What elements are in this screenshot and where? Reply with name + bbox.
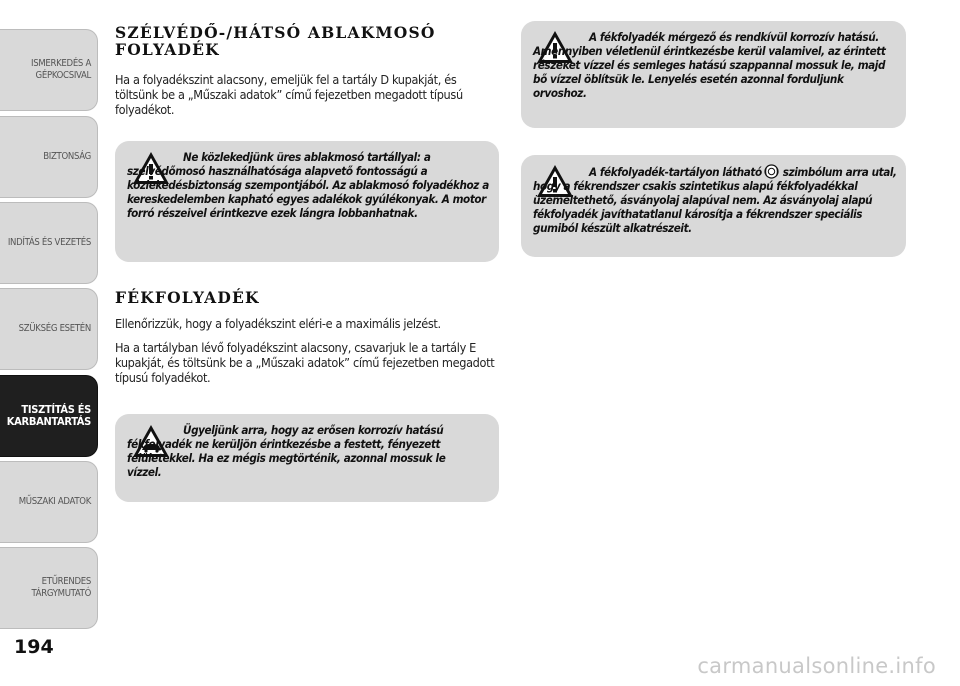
tab-tisztitas-es-karbantartas[interactable]	[0, 375, 98, 457]
brake-caution-callout	[115, 414, 499, 502]
tab-biztonsag[interactable]	[0, 116, 98, 198]
chapter-tabs	[0, 0, 100, 640]
tab-muszaki-adatok[interactable]	[0, 461, 98, 543]
brake-body-text-1: Ellenőrizzük, hogy a folyadékszint eléri-e a maximális jelzést.	[115, 316, 441, 331]
synthetic-text-part-1: A fékfolyadék-tartályon látható	[589, 165, 762, 179]
washer-warning-text: Ne közlekedjünk üres ablakmosó tartállyal: a szélvédőmosó használhatósága alapvető fontosságú a közlekedésbiztonság szempontjából. Az ablakmosó folyadékhoz a kereskedelemben kapható egyes adalékok gyúlékonyak. A motor forró részeivel érintkezve ezek lángra lobbanhatnak.	[127, 150, 489, 220]
tab-label: MŰSZAKI ADATOK	[18, 496, 91, 507]
brake-section-title: FÉKFOLYADÉK	[115, 288, 260, 307]
washer-section-title: SZÉLVÉDŐ-/HÁTSÓ ABLAKMOSÓ FOLYADÉK	[115, 23, 436, 59]
brake-fluid-toxicity-warning	[521, 21, 906, 128]
tab-label: ISMERKEDÉS A GÉPKOCSIVAL	[30, 58, 91, 81]
tab-label: BIZTONSÁG	[43, 151, 91, 162]
washer-warning-callout	[115, 141, 499, 262]
tab-label: INDÍTÁS ÉS VEZETÉS	[7, 237, 91, 248]
brake-caution-text: Ügyeljünk arra, hogy az erősen korrozív hatású fékfolyadék ne kerüljön érintkezésbe a festett, fényezett felületekkel. Ha ez mégis megtörténik, azonnal mossuk le vízzel.	[127, 423, 446, 479]
tab-label: SZÜKSÉG ESETÉN	[18, 323, 91, 334]
brake-fluid-symbol-icon	[764, 164, 779, 179]
tab-ismerkedes[interactable]	[0, 29, 98, 111]
tab-targymutato[interactable]	[0, 547, 98, 629]
tab-label: TISZTÍTÁS ÉS KARBANTARTÁS	[6, 403, 91, 428]
washer-body-text: Ha a folyadékszint alacsony, emeljük fel a tartály D kupakját, és töltsünk be a „Műszaki adatok” című fejezetben megadott típusú folyadékot.	[115, 72, 463, 117]
synthetic-fluid-text	[533, 164, 899, 235]
toxicity-warning-text: A fékfolyadék mérgező és rendkívül korrozív hatású. Amennyiben véletlenül érintkezésbe kerül valamivel, az érintett részeket vízzel és semleges hatású szappannal mossuk le, majd bő vízzel öblítsük le. Lenyelés esetén azonnal forduljunk orvoshoz.	[533, 30, 886, 100]
tab-label: ETŰRENDES TÁRGYMUTATÓ	[31, 576, 91, 599]
tab-inditas-es-vezetes[interactable]	[0, 202, 98, 284]
page-number: 194	[14, 636, 54, 658]
synthetic-fluid-warning	[521, 155, 906, 257]
brake-body-text-2: Ha a tartályban lévő folyadékszint alacsony, csavarjuk le a tartály E kupakját, és töltsünk be a „Műszaki adatok” című fejezetben megadott típusú folyadékot.	[115, 340, 495, 385]
synthetic-text-part-2: szimbólum arra utal, hogy a fékrendszer csakis szintetikus alapú fékfolyadékkal üzemeltethető, ásványolaj alapúval nem. Az ásványolaj alapú fékfolyadék javíthatatlanul károsítja a fékrendszer speciális gumiból készült alkatrészeit.	[533, 165, 897, 235]
tab-szukseg-eseten[interactable]	[0, 288, 98, 370]
watermark: carmanualsonline.info	[697, 654, 936, 678]
